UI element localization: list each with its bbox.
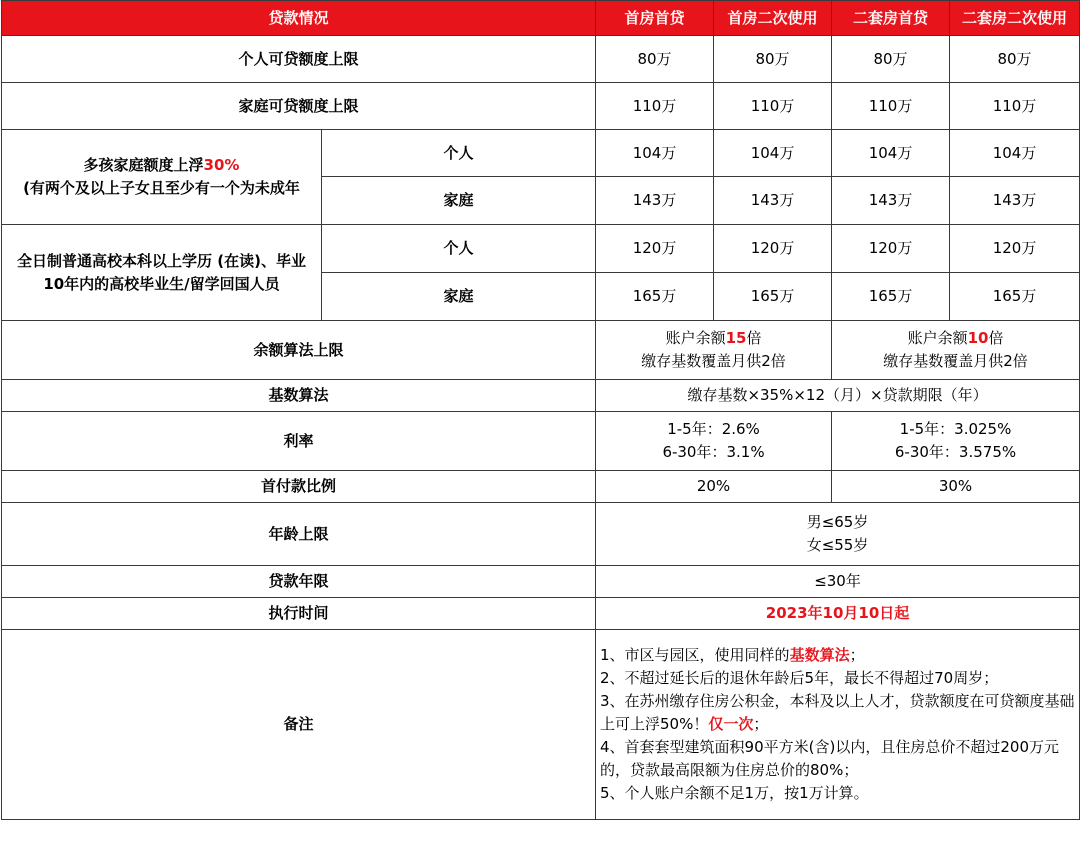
balance-prefix: 账户余额 xyxy=(907,329,968,347)
cell-interest-first xyxy=(596,412,832,471)
multi-child-highlight: 30% xyxy=(203,156,240,174)
age-female: 女≤55岁 xyxy=(806,536,869,554)
balance-suffix: 倍 xyxy=(988,329,1004,347)
cell-value: 80万 xyxy=(950,36,1080,83)
cell-value: 120万 xyxy=(596,225,714,273)
loan-comparison-table xyxy=(1,0,1080,820)
sublabel-family: 家庭 xyxy=(322,177,596,225)
cell-value: 165万 xyxy=(832,273,950,321)
remark-3 xyxy=(600,690,1076,736)
age-male: 男≤65岁 xyxy=(806,513,869,531)
cell-value: 110万 xyxy=(596,83,714,130)
cell-value: 104万 xyxy=(950,130,1080,177)
remark-3-text: 3、在苏州缴存住房公积金，本科及以上人才，贷款额度在可贷额度基础上可上浮50%！ xyxy=(600,692,1075,733)
cell-value: 120万 xyxy=(832,225,950,273)
header-col-second-home-second-use: 二套房二次使用 xyxy=(950,1,1080,36)
cell-base-formula: 缴存基数×35%×12（月）×贷款期限（年） xyxy=(596,380,1080,412)
row-term xyxy=(2,566,1080,598)
cell-down-payment-second: 30% xyxy=(832,471,1080,503)
cell-value: 120万 xyxy=(950,225,1080,273)
label-base-formula: 基数算法 xyxy=(2,380,596,412)
cell-effective-date: 2023年10月10日起 xyxy=(596,598,1080,630)
cell-value: 165万 xyxy=(714,273,832,321)
row-multi-child-personal xyxy=(2,130,1080,177)
row-personal-limit xyxy=(2,36,1080,83)
remark-2: 2、不超过延长后的退休年龄后5年，最长不得超过70周岁； xyxy=(600,669,999,687)
cell-value: 165万 xyxy=(596,273,714,321)
row-balance-limit xyxy=(2,321,1080,380)
multi-child-label-note: (有两个及以上子女且至少有一个为未成年 xyxy=(23,179,300,197)
cell-value: 110万 xyxy=(832,83,950,130)
cell-value: 104万 xyxy=(714,130,832,177)
header-col-second-home-first-loan: 二套房首贷 xyxy=(832,1,950,36)
cell-down-payment-first: 20% xyxy=(596,471,832,503)
row-family-limit xyxy=(2,83,1080,130)
cell-value: 143万 xyxy=(950,177,1080,225)
cell-age-limit xyxy=(596,503,1080,566)
label-remarks: 备注 xyxy=(2,630,596,820)
cell-value: 110万 xyxy=(714,83,832,130)
header-loan-situation: 贷款情况 xyxy=(2,1,596,36)
balance-line2: 缴存基数覆盖月供2倍 xyxy=(641,352,786,370)
remark-4: 4、首套套型建筑面积90平方米(含)以内，且住房总价不超过200万元的，贷款最高限额为住房总价的80%； xyxy=(600,738,1059,779)
row-effective xyxy=(2,598,1080,630)
label-term: 贷款年限 xyxy=(2,566,596,598)
label-family-limit: 家庭可贷额度上限 xyxy=(2,83,596,130)
label-multi-child xyxy=(2,130,322,225)
cell-remarks xyxy=(596,630,1080,820)
interest-line1: 1-5年：2.6% xyxy=(667,420,760,438)
header-row xyxy=(2,1,1080,36)
cell-value: 143万 xyxy=(832,177,950,225)
graduates-label-line2: 10年内的高校毕业生/留学回国人员 xyxy=(43,274,280,293)
sublabel-personal: 个人 xyxy=(322,130,596,177)
balance-prefix: 账户余额 xyxy=(665,329,726,347)
cell-value: 80万 xyxy=(832,36,950,83)
cell-value: 165万 xyxy=(950,273,1080,321)
header-col-first-home-second-use: 首房二次使用 xyxy=(714,1,832,36)
row-interest xyxy=(2,412,1080,471)
cell-balance-first xyxy=(596,321,832,380)
label-effective: 执行时间 xyxy=(2,598,596,630)
label-graduates xyxy=(2,225,322,321)
label-balance-limit: 余额算法上限 xyxy=(2,321,596,380)
row-age-limit xyxy=(2,503,1080,566)
balance-multiplier: 15 xyxy=(725,329,747,347)
label-interest: 利率 xyxy=(2,412,596,471)
cell-term: ≤30年 xyxy=(596,566,1080,598)
balance-line2: 缴存基数覆盖月供2倍 xyxy=(883,352,1028,370)
sublabel-family: 家庭 xyxy=(322,273,596,321)
cell-value: 104万 xyxy=(832,130,950,177)
balance-suffix: 倍 xyxy=(746,329,762,347)
balance-multiplier: 10 xyxy=(967,329,989,347)
cell-balance-second xyxy=(832,321,1080,380)
sublabel-personal: 个人 xyxy=(322,225,596,273)
label-personal-limit: 个人可贷额度上限 xyxy=(2,36,596,83)
cell-value: 120万 xyxy=(714,225,832,273)
row-graduates-personal xyxy=(2,225,1080,273)
remark-1-text: 1、市区与园区，使用同样的 xyxy=(600,646,790,664)
remark-3-suffix: ； xyxy=(753,715,769,733)
cell-value: 143万 xyxy=(714,177,832,225)
interest-line1: 1-5年：3.025% xyxy=(899,420,1012,438)
row-down-payment xyxy=(2,471,1080,503)
label-age-limit: 年龄上限 xyxy=(2,503,596,566)
graduates-label-line1: 全日制普通高校本科以上学历 (在读)、毕业 xyxy=(17,251,306,270)
cell-interest-second xyxy=(832,412,1080,471)
header-col-first-home-first-loan: 首房首贷 xyxy=(596,1,714,36)
remark-1-suffix: ； xyxy=(849,646,865,664)
cell-value: 143万 xyxy=(596,177,714,225)
interest-line2: 6-30年：3.1% xyxy=(662,443,765,461)
cell-value: 80万 xyxy=(596,36,714,83)
row-remarks xyxy=(2,630,1080,820)
cell-value: 110万 xyxy=(950,83,1080,130)
remark-5: 5、个人账户余额不足1万，按1万计算。 xyxy=(600,784,869,802)
multi-child-label-prefix: 多孩家庭额度上浮 xyxy=(83,156,204,174)
label-down-payment: 首付款比例 xyxy=(2,471,596,503)
remark-3-highlight: 仅一次 xyxy=(708,715,754,733)
remark-1-highlight: 基数算法 xyxy=(789,646,850,664)
row-base-formula xyxy=(2,380,1080,412)
interest-line2: 6-30年：3.575% xyxy=(894,443,1017,461)
cell-value: 104万 xyxy=(596,130,714,177)
remark-1 xyxy=(600,644,1076,667)
cell-value: 80万 xyxy=(714,36,832,83)
